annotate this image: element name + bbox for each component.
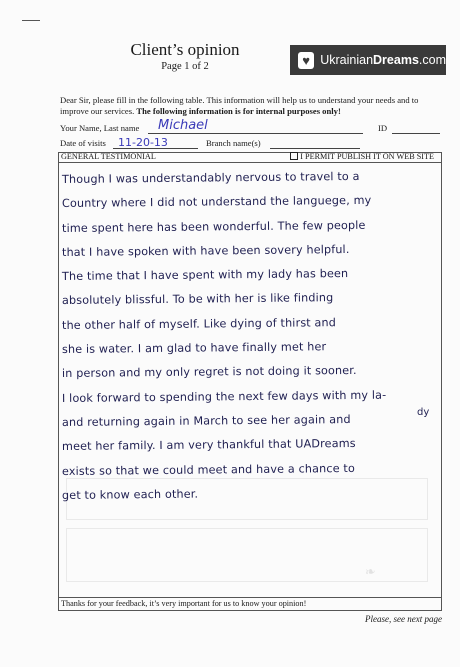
intro-paragraph xyxy=(60,95,445,117)
handwritten-testimonial xyxy=(62,168,440,508)
title-block xyxy=(100,40,270,73)
testimonial-section-label: GENERAL TESTIMONIAL xyxy=(61,152,156,161)
id-field-line[interactable] xyxy=(392,133,440,134)
logo-text-suffix: .com xyxy=(418,53,446,67)
see-next-page-note: Please, see next page xyxy=(365,614,442,624)
bleed-through-signature: ❧ xyxy=(364,564,377,581)
page-number: Page 1 of 2 xyxy=(161,61,209,72)
name-label: Your Name, Last name xyxy=(60,123,140,133)
handwritten-line: in person and my only regret is not doing it sooner. xyxy=(61,364,357,381)
logo-text-light: Ukrainian xyxy=(320,53,374,67)
logo-text-bold: Dreams xyxy=(373,53,419,67)
name-value: Michael xyxy=(158,118,208,133)
handwritten-line: I look forward to spending the next few days with my la- xyxy=(61,388,387,405)
handwritten-line: she is water. I am glad to have finally met her xyxy=(61,340,327,357)
branch-field-line[interactable] xyxy=(270,148,360,149)
name-field-line[interactable] xyxy=(148,133,363,134)
handwritten-line: time spent here has been wonderful. The few people xyxy=(61,218,366,235)
permit-publish-checkbox[interactable] xyxy=(290,152,298,160)
permit-publish-label: I PERMIT PUBLISH IT ON WEB SITE xyxy=(300,152,434,161)
handwritten-line: absolutely blissful. To be with her is like finding xyxy=(61,291,334,308)
permit-publish-option[interactable] xyxy=(290,152,434,162)
testimonial-header xyxy=(58,152,442,163)
handwritten-line: the other half of myself. Like dying of thirst and xyxy=(61,315,337,332)
handwritten-margin-insert: dy xyxy=(417,407,430,418)
branch-label: Branch name(s) xyxy=(206,138,261,148)
handwritten-line: exists so that we could meet and have a chance to xyxy=(61,461,355,478)
handwritten-line: meet her family. I am very thankful that UADreams xyxy=(61,437,356,454)
intro-line-2-plain: improve our services. xyxy=(60,106,137,116)
handwritten-line: Though I was understandably nervous to travel to a xyxy=(61,169,360,186)
handwritten-line: Country where I did not understand the languege, my xyxy=(61,194,372,211)
brand-logo xyxy=(290,45,446,75)
thanks-row: Thanks for your feedback, it’s very important for us to know your opinion! xyxy=(58,598,442,611)
heart-icon: ♥ xyxy=(298,52,314,69)
top-margin-dash xyxy=(22,20,40,21)
handwritten-line: get to know each other. xyxy=(61,487,199,502)
intro-line-2 xyxy=(60,106,445,117)
handwritten-line: that I have spoken with have been sovery helpful. xyxy=(61,242,350,259)
page-title: Client’s opinion xyxy=(130,40,240,59)
intro-line-1: Dear Sir, please fill in the following table. This information will help us to understand your needs and to xyxy=(60,95,419,105)
handwritten-line: and returning again in March to see her again and xyxy=(61,412,351,429)
date-label: Date of visits xyxy=(60,138,106,148)
id-label: ID xyxy=(378,123,388,133)
date-value: 11-20-13 xyxy=(118,136,168,149)
intro-line-2-bold: The following information is for internal purposes only! xyxy=(136,106,341,116)
handwritten-line: The time that I have spent with my lady has been xyxy=(61,267,349,284)
